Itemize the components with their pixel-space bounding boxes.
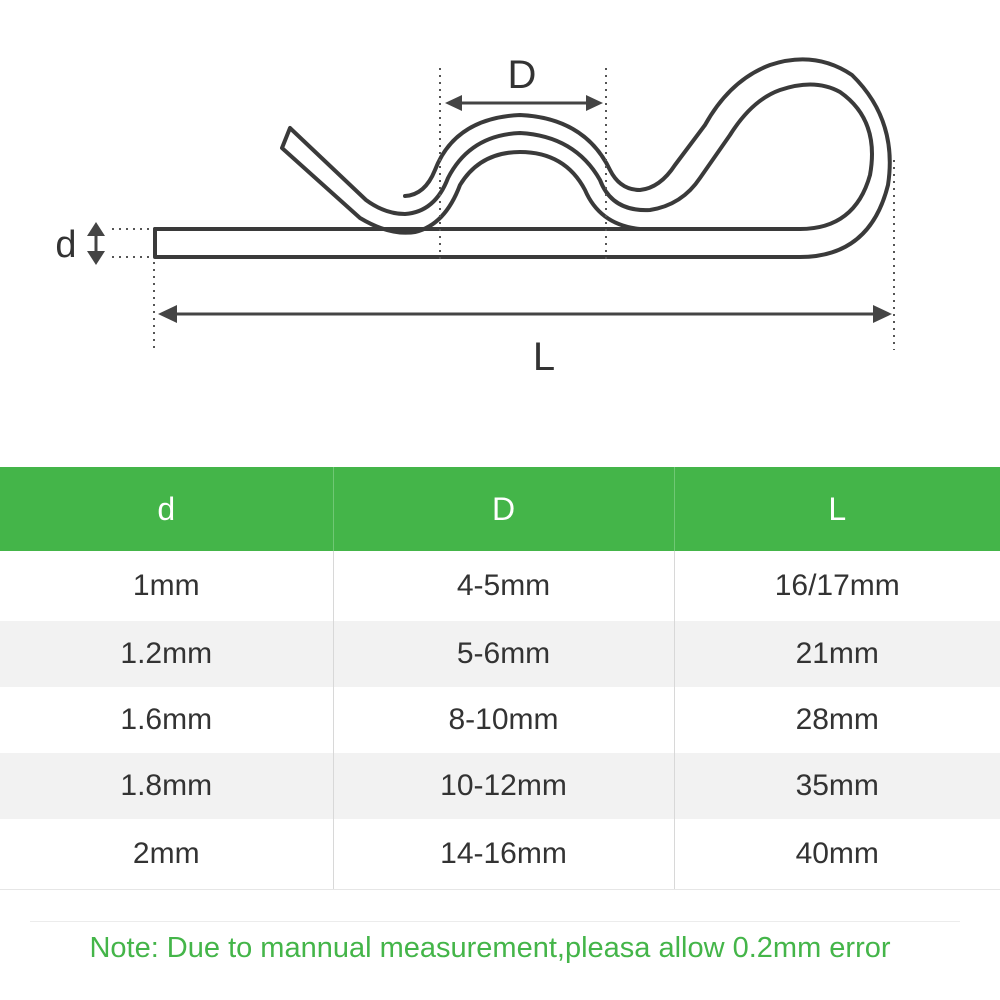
r-clip-diagram bbox=[0, 0, 1000, 440]
glare bbox=[265, 234, 765, 252]
cell-d: 1.6mm bbox=[0, 687, 333, 753]
cell-L: 21mm bbox=[674, 621, 1000, 687]
header-D: D bbox=[333, 467, 674, 551]
cell-d: 1mm bbox=[0, 551, 333, 621]
arrowhead-right-icon bbox=[873, 305, 892, 323]
arrowhead-left-icon bbox=[445, 95, 462, 111]
table-row bbox=[0, 687, 1000, 753]
cell-D: 5-6mm bbox=[333, 621, 674, 687]
table-header-row bbox=[0, 467, 1000, 551]
divider bbox=[30, 921, 960, 922]
table-row bbox=[0, 621, 1000, 687]
header-d: d bbox=[0, 467, 333, 551]
cell-d: 1.2mm bbox=[0, 621, 333, 687]
cell-L: 16/17mm bbox=[774, 569, 900, 602]
cell-D: 8-10mm bbox=[333, 687, 674, 753]
dimension-guides bbox=[112, 68, 894, 350]
arrowhead-left-icon bbox=[158, 305, 177, 323]
table-row bbox=[0, 819, 1000, 890]
label-D: D bbox=[507, 53, 537, 97]
table-row bbox=[0, 753, 1000, 819]
cell-D: 4-5mm bbox=[333, 551, 674, 621]
dimension-D bbox=[445, 95, 603, 111]
dimension-L bbox=[158, 305, 892, 323]
measurement-note: Note: Due to mannual measurement,pleasa allow 0.2mm error bbox=[89, 932, 891, 964]
arrowhead-up-icon bbox=[87, 222, 105, 236]
arrowhead-right-icon bbox=[586, 95, 603, 111]
header-L: L bbox=[674, 467, 1000, 551]
cell-D: 10-12mm bbox=[333, 753, 674, 819]
cell-L: 28mm bbox=[795, 703, 879, 736]
dimension-d bbox=[87, 222, 105, 265]
cell-L: 35mm bbox=[674, 753, 1000, 819]
label-d: d bbox=[55, 224, 77, 266]
size-spec-table bbox=[0, 467, 1000, 890]
table-row bbox=[0, 551, 1000, 621]
cell-L: 40mm bbox=[674, 819, 1000, 890]
arrowhead-down-icon bbox=[87, 251, 105, 265]
cell-d: 2mm bbox=[0, 819, 333, 890]
cell-D: 14-16mm bbox=[333, 819, 674, 890]
pin-straight-leg bbox=[155, 84, 872, 232]
cell-d: 1.8mm bbox=[0, 753, 333, 819]
label-L: L bbox=[532, 335, 556, 379]
